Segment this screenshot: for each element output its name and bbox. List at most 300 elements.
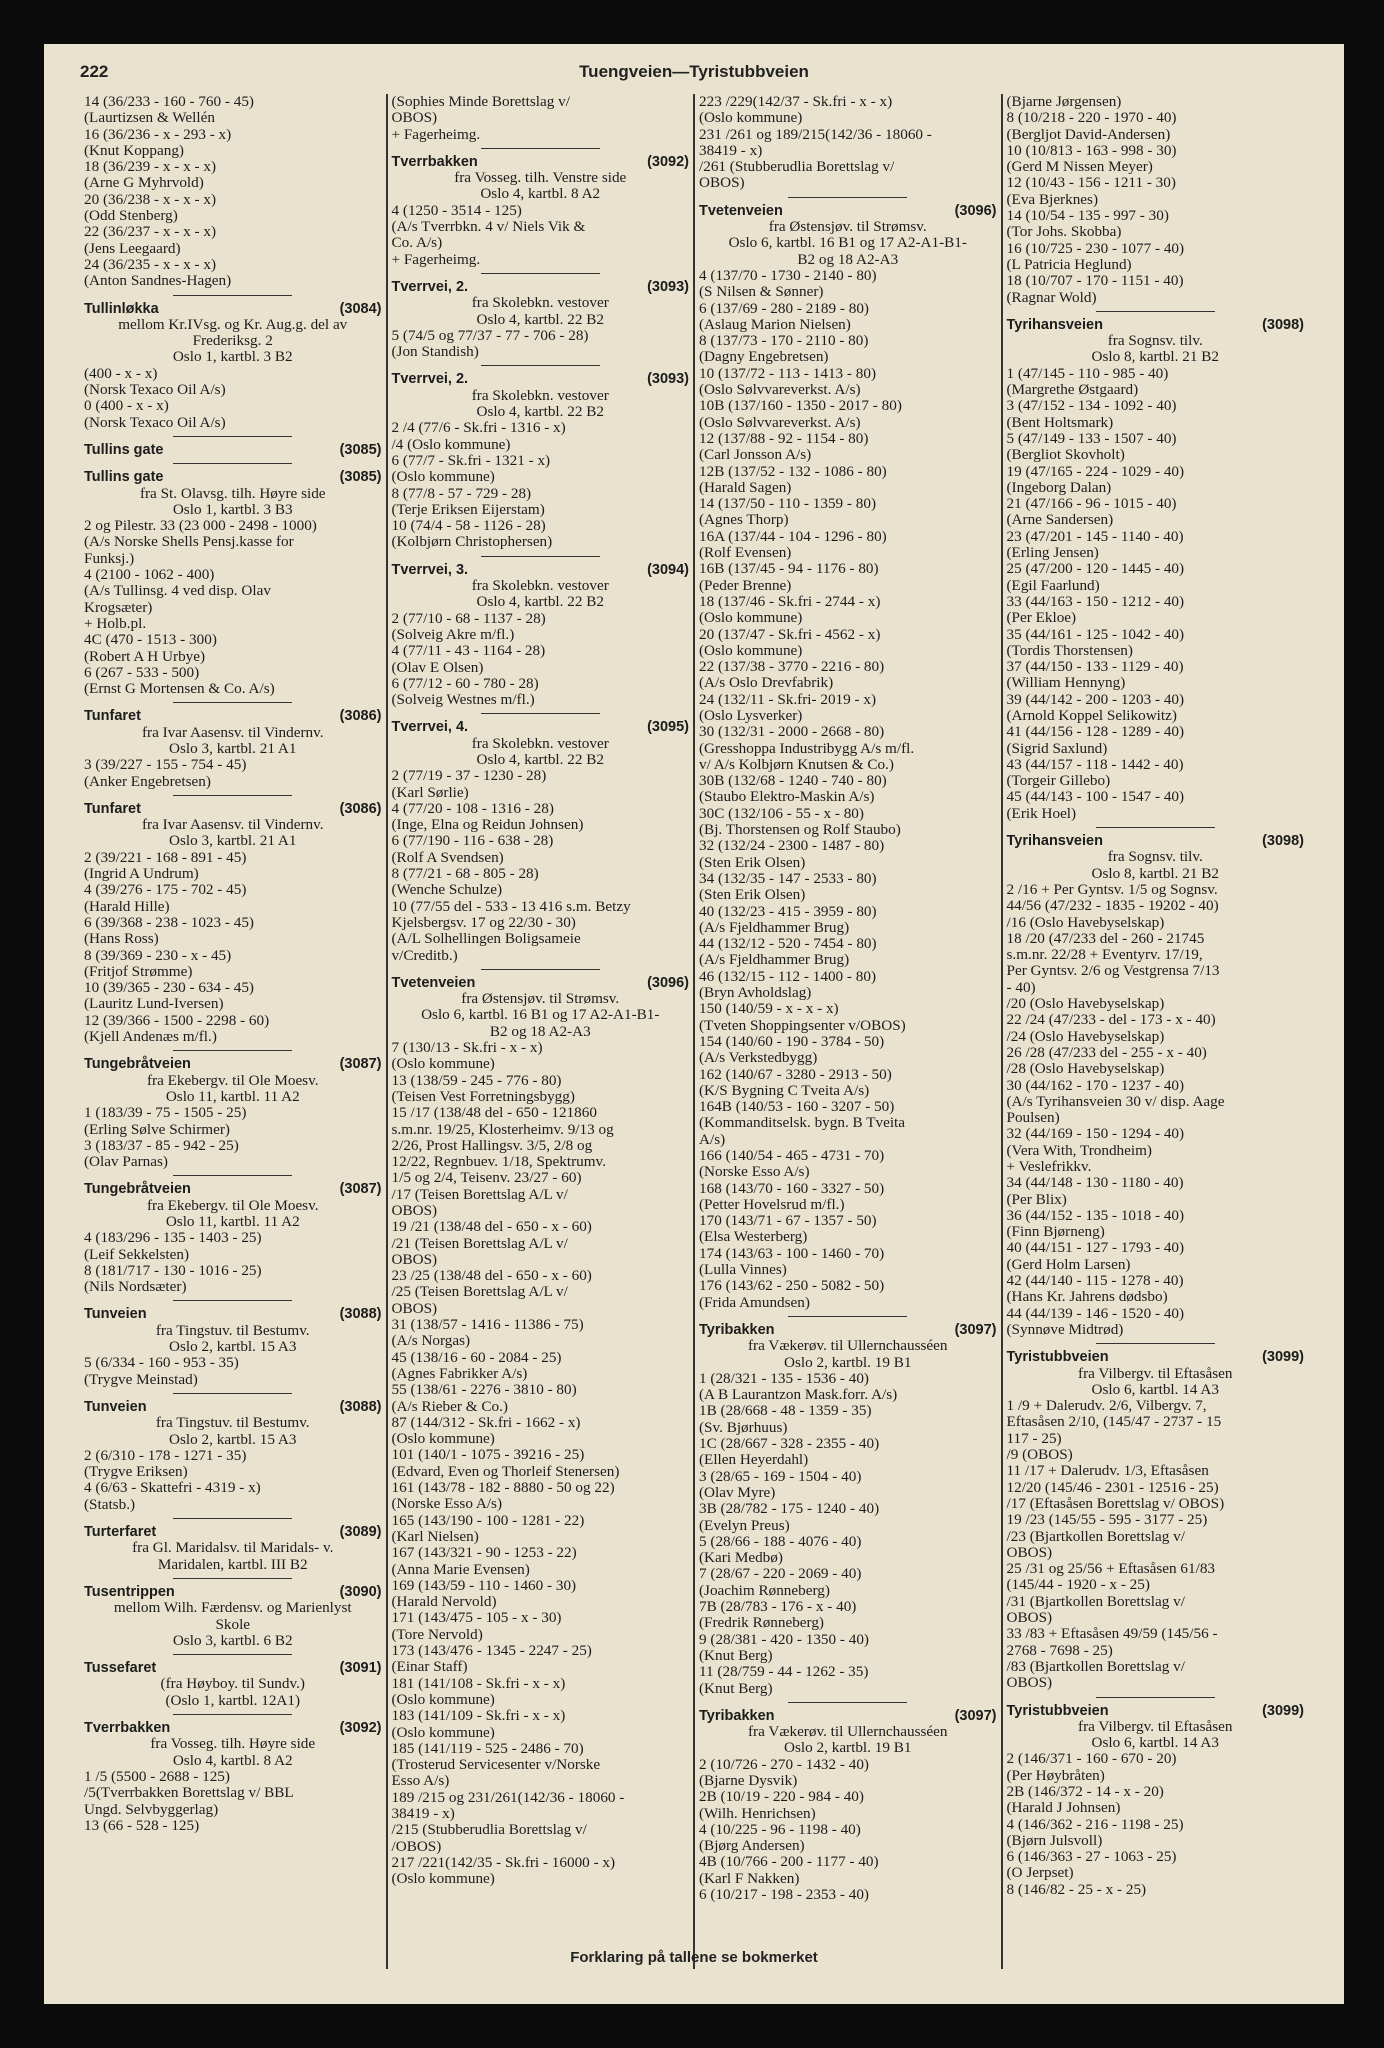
property-line: (A/s Norgas): [391, 1332, 471, 1350]
street-code: (3085): [339, 441, 382, 458]
street-code: (3087): [339, 1056, 382, 1073]
entry-divider: [173, 1578, 292, 1579]
street-description: fra Skolebkn. vestover: [471, 577, 609, 595]
property-line: 10 (39/365 - 230 - 634 - 45): [84, 979, 254, 997]
street-heading: [392, 371, 690, 387]
property-line: 4 (77/11 - 43 - 1164 - 28): [391, 642, 546, 660]
property-line: (Kari Medbø): [699, 1549, 783, 1567]
property-line: (Egil Faarlund): [1006, 576, 1100, 594]
page-number: 222: [80, 62, 109, 81]
property-line: (A/s Tullinsg. 4 ved disp. Olav: [84, 582, 271, 600]
property-line: /OBOS): [391, 1837, 442, 1855]
property-line: 8 (77/21 - 68 - 805 - 28): [391, 865, 539, 883]
street-heading: [392, 154, 690, 170]
entry-divider: [173, 1518, 292, 1519]
property-line: (A/s Norske Shells Pensj.kasse for: [84, 533, 294, 551]
street-entry: [1007, 1697, 1305, 1899]
property-line: (Oslo kommune): [391, 1870, 495, 1888]
property-line: OBOS): [391, 109, 438, 127]
property-line: 166 (140/54 - 465 - 4731 - 70): [699, 1147, 885, 1164]
property-line: 176 (143/62 - 250 - 5082 - 50): [699, 1277, 885, 1295]
street-code: (3093): [647, 278, 689, 295]
property-line: /4 (Oslo kommune): [391, 435, 511, 453]
entry-divider: [788, 1316, 907, 1317]
property-line: (Sten Erik Olsen): [699, 853, 806, 871]
property-line: (Finn Bjørneng): [1006, 1223, 1105, 1241]
property-line: 15 /17 (138/48 del - 650 - 121860: [391, 1104, 597, 1122]
property-line: /215 (Stubberudlia Borettslag v/: [391, 1821, 587, 1839]
property-line: (Tor Johs. Skobba): [1006, 223, 1122, 241]
street-entry: [84, 1714, 382, 1834]
property-line: (Jens Leegaard): [84, 239, 181, 257]
street-heading: [392, 279, 690, 295]
property-line: (Per Ekloe): [1006, 609, 1077, 627]
street-description: fra Ivar Aasensv. til Vindernv.: [141, 816, 324, 834]
street-name: Tunfaret: [84, 708, 141, 725]
street-name: Tyristubbveien: [1006, 1702, 1109, 1719]
entry-divider: [173, 795, 292, 796]
property-line: /5(Tverrbakken Borettslag v/ BBL: [84, 1784, 294, 1802]
street-entry: [699, 197, 997, 1311]
property-line: (Laurtizsen & Wellén: [84, 109, 215, 127]
street-entry: [392, 556, 690, 709]
property-line: 12 (39/366 - 1500 - 2298 - 60): [84, 1011, 270, 1029]
property-line: 25 /31 og 25/56 + Eftasåsen 61/83: [1006, 1560, 1216, 1578]
property-line: (Bjarne Jørgensen): [1006, 94, 1122, 110]
property-line: 36 (44/152 - 135 - 1018 - 40): [1006, 1206, 1185, 1224]
street-description: Oslo 8, kartbl. 21 B2: [1091, 864, 1219, 882]
street-description: fra Vosseg. tilh. Venstre side: [454, 169, 627, 187]
street-entry: [392, 365, 690, 550]
property-line: 18 (36/239 - x - x - x): [84, 158, 217, 176]
property-line: 6 (77/7 - Sk.fri - 1321 - x): [391, 451, 551, 469]
property-line: 3 (39/227 - 155 - 754 - 45): [84, 756, 247, 774]
property-line: 34 (132/35 - 147 - 2533 - 80): [699, 869, 877, 887]
property-line: 24 (36/235 - x - x - x): [84, 255, 217, 273]
property-line: (Jon Standish): [391, 343, 479, 361]
property-line: 8 (77/8 - 57 - 729 - 28): [391, 484, 532, 502]
property-line: 55 (138/61 - 2276 - 3810 - 80): [391, 1381, 577, 1399]
street-code: (3086): [339, 800, 382, 817]
property-line: 14 (10/54 - 135 - 997 - 30): [1006, 207, 1169, 225]
street-code: (3088): [339, 1306, 382, 1323]
street-entry: [84, 295, 382, 431]
property-line: 32 (44/169 - 150 - 1294 - 40): [1006, 1125, 1185, 1143]
street-description: fra Gl. Maridalsv. til Maridals- v.: [132, 1539, 334, 1557]
street-entry: [84, 1518, 382, 1573]
street-description: fra Østensjøv. til Strømsv.: [768, 218, 927, 236]
property-line: (Anna Marie Evensen): [391, 1560, 530, 1578]
property-line: 40 (132/23 - 415 - 3959 - 80): [699, 902, 877, 920]
property-line: 12/20 (145/46 - 2301 - 12516 - 25): [1006, 1478, 1219, 1496]
street-name: Tverrvei, 4.: [391, 719, 469, 736]
property-line: 2 og Pilestr. 33 (23 000 - 2498 - 1000): [84, 517, 317, 535]
street-description: Frederiksg. 2: [192, 332, 273, 350]
property-line: 20 (137/47 - Sk.fri - 4562 - x): [699, 625, 881, 643]
property-line: (Bjørn Julsvoll): [1006, 1831, 1103, 1849]
property-line: 11 (28/759 - 44 - 1262 - 35): [699, 1663, 869, 1681]
property-line: 5 (6/334 - 160 - 953 - 35): [84, 1354, 239, 1372]
property-line: 18 (137/46 - Sk.fri - 2744 - x): [699, 592, 881, 610]
property-line: 231 /261 og 189/215(142/36 - 18060 -: [699, 125, 932, 143]
property-line: (Fritjof Strømme): [84, 962, 193, 980]
street-entry: [84, 1175, 382, 1295]
entry-divider: [173, 436, 292, 437]
property-line: 2768 - 7698 - 25): [1006, 1641, 1113, 1659]
street-description: Oslo 3, kartbl. 21 A1: [169, 832, 297, 850]
property-line: 174 (143/63 - 100 - 1460 - 70): [699, 1244, 885, 1262]
property-line: (A B Laurantzon Mask.forr. A/s): [699, 1386, 898, 1404]
street-entry: [699, 1702, 997, 1904]
property-line: 150 (140/59 - x - x - x): [699, 1000, 839, 1018]
entry-divider: [481, 556, 600, 557]
property-line: (Teisen Vest Forretningsbygg): [391, 1087, 575, 1105]
property-line: 5 (47/149 - 133 - 1507 - 40): [1006, 429, 1177, 447]
entry-divider: [788, 197, 907, 198]
property-line: (Olav Myre): [699, 1483, 776, 1501]
property-line: (Evelyn Preus): [699, 1516, 790, 1534]
property-line: s.m.nr. 19/25, Klosterheimv. 9/13 og: [391, 1120, 614, 1138]
street-description: Oslo 6, kartbl. 16 B1 og 17 A2-A1-B1-: [421, 1006, 660, 1024]
property-line: 14 (137/50 - 110 - 1359 - 80): [699, 495, 877, 513]
property-line: 162 (140/67 - 3280 - 2913 - 50): [699, 1065, 892, 1083]
property-line: 161 (143/78 - 182 - 8880 - 50 og 22): [391, 1479, 615, 1497]
street-code: (3084): [339, 300, 382, 317]
property-line: 87 (144/312 - Sk.fri - 1662 - x): [391, 1413, 581, 1431]
property-line: 6 (146/363 - 27 - 1063 - 25): [1006, 1848, 1177, 1866]
property-line: (Solveig Akre m/fl.): [391, 625, 515, 643]
property-line: 13 (138/59 - 245 - 776 - 80): [391, 1071, 562, 1089]
property-line: 11 /17 + Dalerudv. 1/3, Eftasåsen: [1006, 1462, 1209, 1480]
property-line: 4 (2100 - 1062 - 400): [84, 566, 215, 584]
property-line: Ungd. Selvbyggerlag): [84, 1800, 219, 1818]
property-line: Poulsen): [1006, 1109, 1060, 1127]
property-line: Per Gyntsv. 2/6 og Vestgrensa 7/13: [1006, 962, 1220, 980]
street-entry: [1007, 94, 1305, 306]
property-line: 167 (143/321 - 90 - 1253 - 22): [391, 1544, 577, 1562]
street-heading: [84, 469, 382, 485]
property-line: Co. A/s): [391, 234, 443, 252]
street-name: Tullinløkka: [84, 300, 159, 317]
property-line: (Kolbjørn Christophersen): [391, 533, 553, 551]
property-line: 2 (77/19 - 37 - 1230 - 28): [391, 767, 547, 785]
property-line: A/s): [699, 1130, 726, 1148]
property-line: (Vera With, Trondheim): [1006, 1141, 1152, 1159]
property-line: (Elsa Westerberg): [699, 1228, 808, 1246]
column-3: [693, 94, 1001, 1969]
street-description: Oslo 4, kartbl. 8 A2: [480, 185, 601, 203]
property-line: 18 /20 (47/233 del - 260 - 21745: [1006, 929, 1205, 947]
property-line: (Karl Nielsen): [391, 1527, 479, 1545]
property-line: v/Creditb.): [391, 946, 458, 964]
street-description: fra Ekebergv. til Ole Moesv.: [146, 1196, 319, 1214]
property-line: 173 (143/476 - 1345 - 2247 - 25): [391, 1642, 592, 1660]
entry-divider: [1096, 1343, 1215, 1344]
property-line: 4 (6/63 - Skattefri - 4319 - x): [84, 1479, 261, 1497]
property-line: /17 (Teisen Borettslag A/L v/: [391, 1185, 568, 1203]
property-line: OBOS): [1006, 1543, 1053, 1561]
property-line: (Sophies Minde Borettslag v/: [391, 94, 570, 110]
property-line: (Rolf A Svendsen): [391, 848, 504, 866]
street-code: (3098): [1262, 833, 1304, 850]
property-line: 0 (400 - x - x): [84, 397, 169, 415]
entry-divider: [1096, 311, 1215, 312]
street-code: (3089): [339, 1524, 382, 1541]
property-line: (Odd Stenberg): [84, 207, 178, 225]
property-line: (Ragnar Wold): [1006, 288, 1097, 306]
property-line: (Ingrid A Undrum): [84, 865, 199, 883]
property-line: + Fagerheimg.: [391, 125, 481, 143]
street-description: Oslo 3, kartbl. 6 B2: [172, 1631, 293, 1649]
property-line: 1C (28/667 - 328 - 2355 - 40): [699, 1435, 880, 1453]
column-1: [80, 94, 386, 1969]
property-line: 4C (470 - 1513 - 300): [84, 631, 217, 649]
property-line: 7 (130/13 - Sk.fri - x - x): [391, 1039, 543, 1057]
property-line: 1 (28/321 - 135 - 1536 - 40): [699, 1369, 869, 1387]
street-description: Oslo 4, kartbl. 22 B2: [476, 310, 604, 328]
property-line: (Lulla Vinnes): [699, 1261, 787, 1279]
street-name: Tyrihansveien: [1006, 316, 1103, 333]
street-heading: [699, 203, 997, 219]
street-description: fra Tingstuv. til Bestumv.: [155, 1321, 310, 1339]
street-description: fra St. Olavsg. tilh. Høyre side: [139, 484, 326, 502]
street-description: fra Vækerøv. til Ullernchausséen: [748, 1337, 948, 1355]
property-line: (Karl Sørlie): [391, 783, 469, 801]
property-line: 10B (137/160 - 1350 - 2017 - 80): [699, 397, 902, 415]
property-line: 2 (146/371 - 160 - 670 - 20): [1006, 1750, 1177, 1768]
property-line: + Fagerheimg.: [391, 250, 481, 268]
property-line: - 40): [1006, 978, 1036, 996]
property-line: 4 (39/276 - 175 - 702 - 45): [84, 881, 247, 899]
property-line: (Tordis Thorstensen): [1006, 641, 1133, 659]
property-line: /23 (Bjartkollen Borettslag v/: [1006, 1527, 1185, 1545]
property-line: 5 (28/66 - 188 - 4076 - 40): [699, 1532, 862, 1550]
property-line: 154 (140/60 - 190 - 3784 - 50): [699, 1032, 885, 1050]
property-line: 12/22, Regnbuev. 1/18, Spektrumv.: [391, 1153, 606, 1171]
street-entry: [84, 436, 382, 458]
property-line: 8 (10/218 - 220 - 1970 - 40): [1006, 109, 1177, 127]
street-description: mellom Wilh. Færdensv. og Marienlyst: [113, 1599, 352, 1617]
street-name: Tyribakken: [699, 1707, 775, 1724]
entry-divider: [481, 713, 600, 714]
entry-divider: [481, 365, 600, 366]
property-line: (Gresshoppa Industribygg A/s m/fl.: [699, 739, 915, 757]
property-line: 8 (146/82 - 25 - x - 25): [1006, 1880, 1147, 1898]
property-line: (Terje Eriksen Eijerstam): [391, 500, 545, 518]
street-name: Tverrvei, 3.: [391, 561, 469, 578]
street-entry: [1007, 827, 1305, 1338]
property-line: 9 (28/381 - 420 - 1350 - 40): [699, 1630, 869, 1648]
street-heading: [699, 1708, 997, 1724]
entry-divider: [481, 969, 600, 970]
property-line: (Bjørg Andersen): [699, 1837, 805, 1855]
street-code: (3097): [954, 1321, 997, 1338]
street-description: fra Vilbergv. til Eftasåsen: [1078, 1364, 1233, 1382]
property-line: /16 (Oslo Havebyselskap): [1006, 913, 1165, 931]
property-line: 19 /23 (145/55 - 595 - 3177 - 25): [1006, 1511, 1208, 1529]
property-line: 23 /25 (138/48 del - 650 - x - 60): [391, 1267, 592, 1285]
property-line: 6 (77/190 - 116 - 638 - 28): [391, 832, 554, 850]
street-description: Oslo 3, kartbl. 21 A1: [169, 739, 297, 757]
street-entry: [392, 969, 690, 1888]
property-line: /261 (Stubberudlia Borettslag v/: [699, 158, 895, 176]
street-heading: [392, 562, 690, 578]
property-line: 1 /5 (5500 - 2688 - 125): [84, 1767, 230, 1785]
street-description: fra Vosseg. tilh. Høyre side: [150, 1735, 316, 1753]
property-line: 164B (140/53 - 160 - 3207 - 50): [699, 1098, 895, 1116]
property-line: 25 (47/200 - 120 - 1445 - 40): [1006, 560, 1185, 578]
property-line: (K/S Bygning C Tveita A/s): [699, 1081, 870, 1099]
property-line: 8 (39/369 - 230 - x - 45): [84, 946, 232, 964]
property-line: 16 (36/236 - x - 293 - x): [84, 125, 232, 143]
property-line: /20 (Oslo Havebyselskap): [1006, 995, 1165, 1013]
entry-divider: [173, 1300, 292, 1301]
street-code: (3090): [339, 1583, 382, 1600]
property-line: (Kommanditselsk. bygn. B Tveita: [699, 1114, 905, 1132]
property-line: (A/s Tverrbkn. 4 v/ Niels Vik &: [391, 218, 586, 236]
property-line: 22 /24 (47/233 - del - 173 - x - 40): [1006, 1011, 1216, 1029]
street-entry: [699, 94, 997, 192]
street-description: Oslo 2, kartbl. 15 A3: [169, 1338, 297, 1356]
property-line: 32 (132/24 - 2300 - 1487 - 80): [699, 837, 885, 855]
street-description: Oslo 2, kartbl. 19 B1: [784, 1353, 912, 1371]
street-heading: [84, 801, 382, 817]
entry-divider: [173, 702, 292, 703]
property-line: 21 (47/166 - 96 - 1015 - 40): [1006, 495, 1177, 513]
property-line: (Agnes Thorp): [699, 511, 789, 529]
street-description: fra Østensjøv. til Strømsv.: [461, 990, 620, 1008]
street-description: Maridalen, kartbl. III B2: [157, 1555, 308, 1573]
property-line: (Oslo Sølvvareverkst. A/s): [699, 381, 861, 399]
street-entry: [84, 463, 382, 697]
street-code: (3097): [954, 1707, 997, 1724]
entry-divider: [173, 295, 292, 296]
property-line: 165 (143/190 - 100 - 1281 - 22): [391, 1511, 585, 1529]
property-line: (Trosterud Servicesenter v/Norske: [391, 1756, 601, 1774]
street-heading: [392, 719, 690, 735]
street-code: (3088): [339, 1398, 382, 1415]
property-line: 26 /28 (47/233 del - 255 - x - 40): [1006, 1043, 1207, 1061]
property-line: 37 (44/150 - 133 - 1129 - 40): [1006, 658, 1184, 676]
property-line: (L Patricia Heglund): [1006, 255, 1132, 273]
street-heading: [84, 1306, 382, 1322]
street-entry: [84, 1050, 382, 1170]
property-line: (Oslo kommune): [391, 1055, 495, 1073]
property-line: (Margrethe Østgaard): [1006, 381, 1139, 399]
property-line: (Oslo kommune): [391, 468, 495, 486]
street-description: Oslo 6, kartbl. 14 A3: [1091, 1380, 1219, 1398]
property-line: 44/56 (47/232 - 1835 - 19202 - 40): [1006, 897, 1219, 915]
street-entry: [1007, 1343, 1305, 1691]
street-heading: [84, 1399, 382, 1415]
property-line: 10 (10/813 - 163 - 998 - 30): [1006, 141, 1177, 159]
street-code: (3087): [339, 1181, 382, 1198]
property-line: 45 (138/16 - 60 - 2084 - 25): [391, 1348, 562, 1366]
street-name: Tullins gate: [84, 441, 164, 458]
property-line: (Oslo kommune): [699, 609, 803, 627]
property-line: (Arnold Koppel Selikowitz): [1006, 706, 1177, 724]
property-line: (Sv. Bjørhuus): [699, 1418, 788, 1436]
property-line: (Staubo Elektro-Maskin A/s): [699, 788, 875, 806]
street-code: (3086): [339, 708, 382, 725]
property-line: /17 (Eftasåsen Borettslag v/ OBOS): [1006, 1494, 1225, 1512]
property-line: (Fredrik Rønneberg): [699, 1614, 824, 1632]
property-line: 4 (183/296 - 135 - 1403 - 25): [84, 1229, 262, 1247]
street-heading: [84, 1720, 382, 1736]
street-description: Oslo 4, kartbl. 22 B2: [476, 750, 604, 768]
property-line: (O Jerpset): [1006, 1864, 1074, 1882]
property-line: Funksj.): [84, 549, 135, 567]
entry-divider: [788, 1702, 907, 1703]
property-line: (Lauritz Lund-Iversen): [84, 995, 224, 1013]
property-line: 8 (181/717 - 130 - 1016 - 25): [84, 1261, 262, 1279]
property-line: (Anton Sandnes-Hagen): [84, 272, 232, 290]
street-name: Tverrvei, 2.: [391, 371, 469, 388]
street-description: Oslo 4, kartbl. 22 B2: [476, 593, 604, 611]
street-entry: [392, 148, 690, 268]
property-line: (Robert A H Urbye): [84, 647, 206, 665]
property-line: (Knut Berg): [699, 1679, 773, 1697]
property-line: (Petter Hovelsrud m/fl.): [699, 1195, 845, 1213]
property-line: (A/s Oslo Drevfabrik): [699, 674, 834, 692]
property-line: 1 (47/145 - 110 - 985 - 40): [1006, 364, 1169, 382]
street-code: (3099): [1262, 1349, 1304, 1366]
property-line: 14 (36/233 - 160 - 760 - 45): [84, 94, 254, 110]
property-line: 117 - 25): [1006, 1429, 1062, 1447]
street-code: (3092): [339, 1720, 382, 1737]
property-line: 169 (143/59 - 110 - 1460 - 30): [391, 1576, 577, 1594]
street-heading: [699, 1322, 997, 1338]
property-line: (Norske Esso A/s): [699, 1163, 810, 1181]
property-line: 12B (137/52 - 132 - 1086 - 80): [699, 462, 887, 480]
property-line: 16B (137/45 - 94 - 1176 - 80): [699, 560, 879, 578]
street-name: Tverrbakken: [84, 1720, 171, 1737]
property-line: 168 (143/70 - 160 - 3327 - 50): [699, 1179, 885, 1197]
property-line: (Oslo kommune): [699, 109, 803, 127]
street-heading: [1007, 317, 1305, 333]
property-line: (Leif Sekkelsten): [84, 1245, 190, 1263]
property-line: 6 (39/368 - 238 - 1023 - 45): [84, 913, 254, 931]
street-heading: [84, 1056, 382, 1072]
property-line: (400 - x - x): [84, 364, 158, 382]
street-description: fra Vækerøv. til Ullernchausséen: [748, 1723, 948, 1741]
property-line: (Olav E Olsen): [391, 658, 484, 676]
property-line: (A/s Verkstedbygg): [699, 1049, 818, 1067]
property-line: (Oslo kommune): [391, 1430, 495, 1448]
property-line: 46 (132/15 - 112 - 1400 - 80): [699, 967, 877, 985]
property-line: (Bj. Thorstensen og Rolf Staubo): [699, 821, 901, 839]
property-line: (Norsk Texaco Oil A/s): [84, 413, 226, 431]
street-heading: [392, 975, 690, 991]
street-entry: [392, 713, 690, 963]
property-line: /83 (Bjartkollen Borettslag v/: [1006, 1657, 1185, 1675]
street-description: Oslo 4, kartbl. 22 B2: [476, 403, 604, 421]
property-line: /24 (Oslo Havebyselskap): [1006, 1027, 1165, 1045]
street-name: Tunveien: [84, 1398, 147, 1415]
street-description: mellom Kr.IVsg. og Kr. Aug.g. del av: [118, 315, 348, 333]
property-line: (Nils Nordsæter): [84, 1278, 187, 1296]
entry-divider: [173, 1050, 292, 1051]
street-description: Oslo 11, kartbl. 11 A2: [165, 1087, 300, 1105]
street-columns: [80, 94, 1308, 1969]
street-description: Oslo 2, kartbl. 15 A3: [169, 1430, 297, 1448]
footer-note: Forklaring på tallene se bokmerket: [570, 1949, 818, 1966]
property-line: 2 (6/310 - 178 - 1271 - 35): [84, 1446, 247, 1464]
property-line: 171 (143/475 - 105 - x - 30): [391, 1609, 562, 1627]
property-line: 12 (137/88 - 92 - 1154 - 80): [699, 429, 869, 447]
street-entry: [84, 1300, 382, 1387]
street-name: Tusentrippen: [84, 1583, 175, 1600]
